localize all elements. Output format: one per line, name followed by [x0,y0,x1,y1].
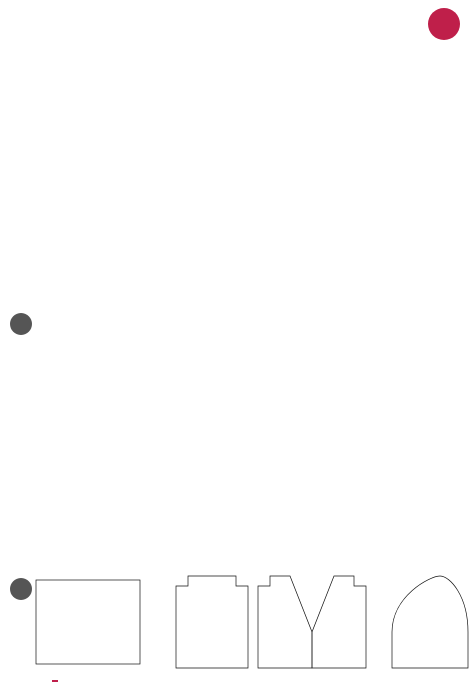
knit-grid [36,580,140,664]
pattern-pieces [176,576,468,668]
diagrams-bottom [0,572,474,676]
site-link[interactable] [52,680,58,682]
size-badge [428,8,460,40]
